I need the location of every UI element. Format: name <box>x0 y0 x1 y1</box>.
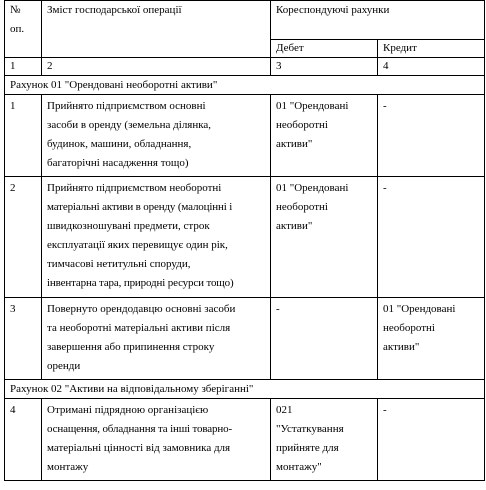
section-row-02 <box>5 380 485 399</box>
column-number-cell: 2 <box>42 58 271 76</box>
debit-line: необоротні <box>276 119 328 131</box>
row-credit <box>378 177 485 298</box>
header-content: Зміст господарської операції <box>47 4 182 16</box>
header-number-line2: оп. <box>10 23 25 35</box>
header-debit: Дебет <box>276 42 304 54</box>
content-line: Прийнято підприємством основні <box>47 100 206 112</box>
row-credit <box>378 95 485 177</box>
header-number-cell <box>5 1 42 58</box>
row-debit <box>271 95 378 177</box>
accounting-entries-table <box>4 0 485 481</box>
row-debit <box>271 399 378 481</box>
row-debit <box>271 177 378 298</box>
column-numbers-row <box>5 58 485 76</box>
table-row <box>5 95 485 177</box>
debit-line: 01 "Орендовані <box>276 182 349 194</box>
content-line: завершення або припинення строку <box>47 341 215 353</box>
content-line: будинок, машини, обладнання, <box>47 138 192 150</box>
column-number-cell: 1 <box>5 58 42 76</box>
section-title-02: Рахунок 02 "Активи на відповідальному зберіганні" <box>5 380 485 399</box>
column-number-cell: 4 <box>378 58 485 76</box>
table-row <box>5 298 485 380</box>
debit-line: монтажу" <box>276 461 322 473</box>
table-row <box>5 399 485 481</box>
debit-line: "Устаткування <box>276 423 344 435</box>
header-correspondence: Кореспондуючі рахунки <box>276 4 390 16</box>
row-content <box>42 399 271 481</box>
content-line: багаторічні насадження тощо) <box>47 157 189 169</box>
content-line: Прийнято підприємством необоротні <box>47 182 222 194</box>
row-number: 2 <box>5 177 42 298</box>
credit-line: необоротні <box>383 322 435 334</box>
header-credit-cell <box>378 40 485 58</box>
debit-line: 021 <box>276 404 293 416</box>
debit-line: активи" <box>276 220 313 232</box>
content-line: експлуатації яких перевищує один рік, <box>47 239 228 251</box>
header-debit-cell <box>271 40 378 58</box>
content-line: Повернуто орендодавцю основні засоби <box>47 303 236 315</box>
row-number: 3 <box>5 298 42 380</box>
table-header-row <box>5 1 485 40</box>
credit-line: - <box>383 100 387 112</box>
row-credit <box>378 399 485 481</box>
row-number: 1 <box>5 95 42 177</box>
row-number: 4 <box>5 399 42 481</box>
credit-line: - <box>383 182 387 194</box>
credit-line: активи" <box>383 341 420 353</box>
content-line: монтажу <box>47 461 89 473</box>
content-line: оренди <box>47 360 81 372</box>
debit-line: активи" <box>276 138 313 150</box>
credit-line: 01 "Орендовані <box>383 303 456 315</box>
content-line: оснащення, обладнання та інші товарно- <box>47 423 232 435</box>
row-content <box>42 177 271 298</box>
header-content-cell <box>42 1 271 58</box>
header-number-line1: № <box>10 4 21 16</box>
content-line: матеріальні цінності від замовника для <box>47 442 231 454</box>
content-line: Отримані підрядною організацією <box>47 404 209 416</box>
credit-line: - <box>383 404 387 416</box>
content-line: засоби в оренду (земельна ділянка, <box>47 119 212 131</box>
content-line: швидкозношувані предмети, строк <box>47 220 210 232</box>
content-line: матеріальні активи в оренду (малоцінні і <box>47 201 233 213</box>
row-content <box>42 298 271 380</box>
header-credit: Кредит <box>383 42 417 54</box>
content-line: тимчасові нетитульні споруди, <box>47 258 191 270</box>
section-title-01: Рахунок 01 "Орендовані необоротні активи" <box>5 76 485 95</box>
table-row <box>5 177 485 298</box>
row-content <box>42 95 271 177</box>
row-credit <box>378 298 485 380</box>
content-line: та необоротні матеріальні активи після <box>47 322 231 334</box>
debit-line: 01 "Орендовані <box>276 100 349 112</box>
content-line: інвентарна тара, природні ресурси тощо) <box>47 277 234 289</box>
header-correspondence-cell <box>271 1 485 40</box>
section-row-01 <box>5 76 485 95</box>
debit-line: прийняте для <box>276 442 339 454</box>
row-debit <box>271 298 378 380</box>
column-number-cell: 3 <box>271 58 378 76</box>
debit-line: - <box>276 303 280 315</box>
debit-line: необоротні <box>276 201 328 213</box>
